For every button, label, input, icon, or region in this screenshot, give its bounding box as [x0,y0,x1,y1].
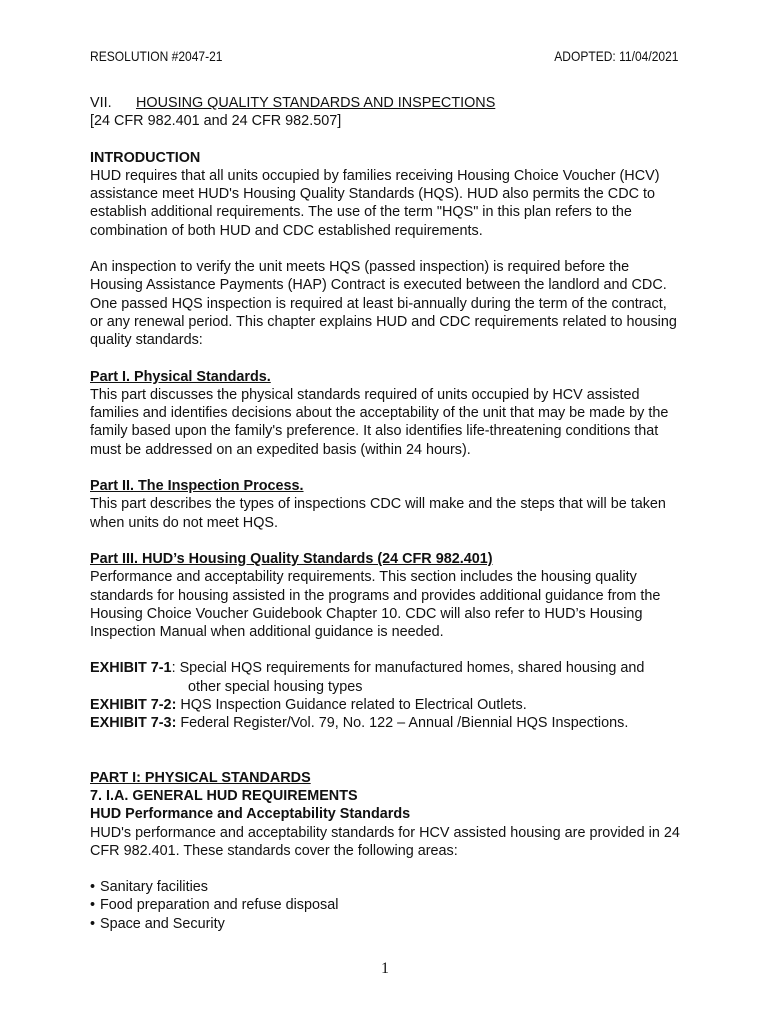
exhibit-7-1 [90,659,680,677]
list-item-text: Food preparation and refuse disposal [100,897,339,914]
adopted-date: ADOPTED: 11/04/2021 [553,48,678,64]
part-ii-heading: Part II. The Inspection Process. [90,478,304,495]
introduction-paragraph-1: HUD requires that all units occupied by families receiving Housing Choice Voucher (HCV) assistance meet HUD's Housing Quality Standards (HQS). HUD also permits the CDC to establish additional requirements. The use of the term "HQS" in this plan refers to the combination of both HUD and CDC established requirements. [90,167,660,239]
exhibit-label: EXHIBIT 7-2: [90,697,177,714]
part-ii-text: This part describes the types of inspections CDC will make and the steps that will be taken when units do not meet HQS. [90,496,666,531]
standards-list [90,878,680,933]
list-item-text: Space and Security [100,915,225,932]
list-item-text: Sanitary facilities [100,879,208,896]
document-body [90,94,680,933]
part-iii-text: Performance and acceptability requirements. This section includes the housing quality standards for housing assisted in the programs and provides additional guidance from the Housing Choice Voucher Guidebook Chapter 10. CDC will also refer to HUD’s Housing Inspection Manual when additional guidance is needed. [90,569,661,641]
exhibit-text: HQS Inspection Guidance related to Electrical Outlets. [176,697,527,714]
exhibit-label: EXHIBIT 7-3: [90,715,177,732]
bullet-icon: • [90,897,96,914]
exhibit-text: Special HQS requirements for manufactured homes, shared housing and [175,660,645,677]
section-title-line [90,94,680,112]
section-title: HOUSING QUALITY STANDARDS AND INSPECTIONS [136,95,496,111]
physical-standards-heading: PART I: PHYSICAL STANDARDS [90,769,311,786]
bullet-icon: • [90,879,96,896]
part-i-heading: Part I. Physical Standards. [90,368,271,385]
exhibit-7-1-continuation: other special housing types [188,678,363,695]
exhibit-7-3 [90,714,680,732]
list-item [90,915,680,933]
performance-standards-heading: HUD Performance and Acceptability Standards [90,806,411,823]
introduction-paragraph-2: An inspection to verify the unit meets HQS (passed inspection) is required before the Housing Assistance Payments (HAP) Contract is executed between the landlord and CDC. One passed HQS inspection is required at least bi-annually during the term of the contract, or any renewal period. This chapter explains HUD and CDC requirements related to housing quality standards: [90,259,677,349]
resolution-number: RESOLUTION #2047-21 [90,48,223,64]
part-iii-heading: Part III. HUD’s Housing Quality Standards (24 CFR 982.401) [90,550,493,567]
section-citation: [24 CFR 982.401 and 24 CFR 982.507] [90,113,342,130]
introduction-heading: INTRODUCTION [90,149,201,166]
list-item [90,896,680,914]
exhibit-7-2 [90,696,680,714]
exhibit-separator: : [171,660,176,677]
performance-standards-text: HUD's performance and acceptability standards for HCV assisted housing are provided in 24 CFR 982.401. These standards cover the following areas: [90,824,680,859]
bullet-icon: • [90,915,96,932]
part-i-text: This part discusses the physical standards required of units occupied by HCV assisted families and identifies decisions about the acceptability of the unit that may be made by the family based upon the family's preference. It also identifies life-threatening conditions that must be addressed on an expedited basis (within 24 hours). [90,386,669,458]
page-number: 1 [381,960,389,977]
list-item [90,878,680,896]
exhibit-text: Federal Register/Vol. 79, No. 122 – Annual /Biennial HQS Inspections. [176,715,629,732]
exhibit-label: EXHIBIT 7-1 [90,660,172,677]
section-number: VII. [90,95,112,111]
general-requirements-heading: 7. I.A. GENERAL HUD REQUIREMENTS [90,787,358,804]
